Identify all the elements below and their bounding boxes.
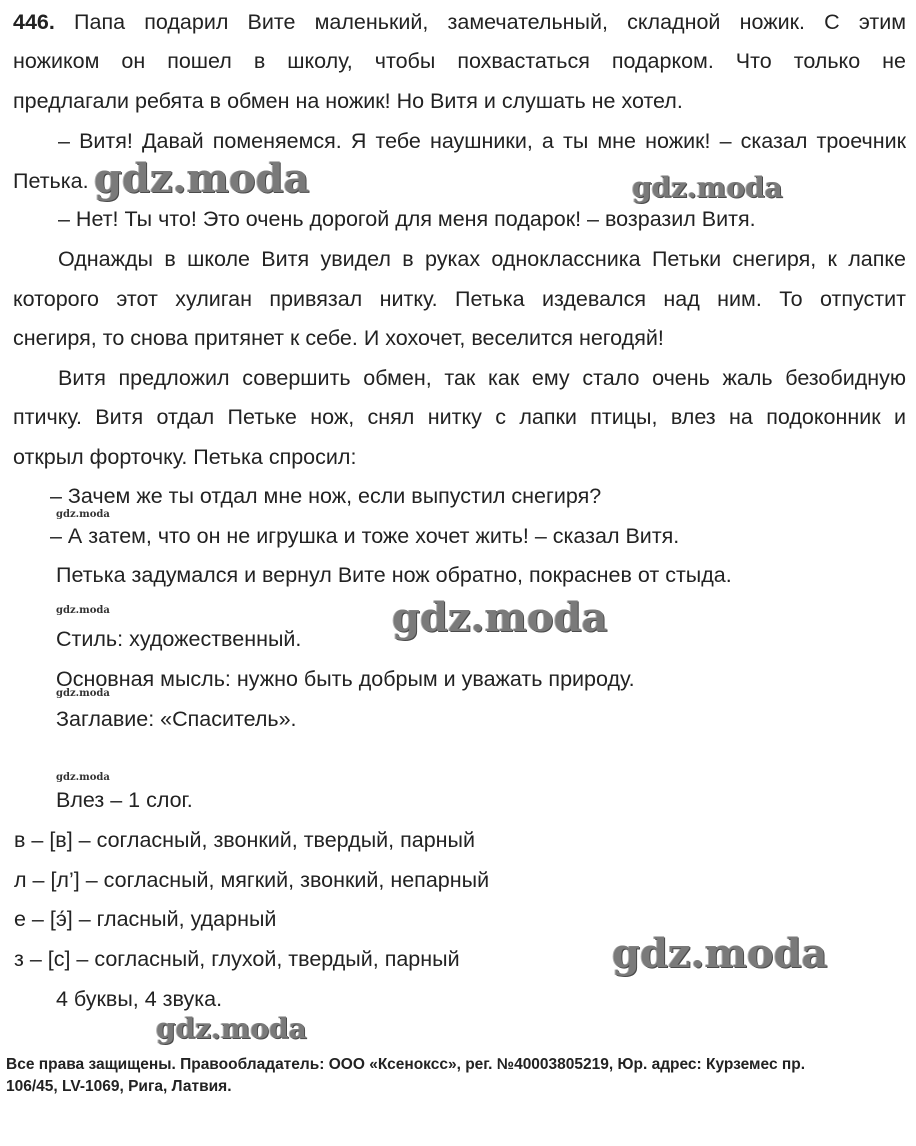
watermark: gdz.moda	[392, 594, 608, 641]
watermark: gdz.moda	[56, 605, 110, 616]
paragraph-text: ножиком он пошел в школу, чтобы похвастаться подарком. Что только не	[13, 49, 906, 73]
style-line: Стиль: художественный.	[56, 627, 302, 651]
paragraph-text: птичку. Витя отдал Петьке нож, снял нитку с лапки птицы, влез на подоконник и	[13, 405, 906, 429]
watermark: gdz.moda	[56, 772, 110, 783]
dialog-text: – А затем, что он не игрушка и тоже хочет жить! – сказал Витя.	[50, 524, 680, 548]
paragraph-text: Петька задумался и вернул Вите нож обратно, покраснев от стыда.	[56, 563, 732, 587]
text-line	[13, 9, 906, 35]
copyright-line: 106/45, LV-1069, Рига, Латвия.	[6, 1078, 232, 1095]
main-idea-line: Основная мысль: нужно быть добрым и уважать природу.	[56, 667, 635, 691]
task-number: 446.	[13, 10, 55, 34]
paragraph-text: открыл форточку. Петька спросил:	[13, 445, 357, 469]
paragraph-text: снегиря, то снова притянет к себе. И хохочет, веселится негодяй!	[13, 326, 664, 350]
watermark: gdz.moda	[56, 509, 110, 520]
watermark: gdz.moda	[94, 155, 310, 202]
paragraph-text: Витя предложил совершить обмен, так как ему стало очень жаль безобидную	[58, 366, 906, 390]
watermark: gdz.moda	[56, 688, 110, 699]
watermark: gdz.moda	[632, 171, 783, 204]
dialog-text: – Нет! Ты что! Это очень дорогой для меня подарок! – возразил Витя.	[58, 207, 756, 231]
paragraph-text: которого этот хулиган привязал нитку. Петька издевался над ним. То отпустит	[13, 287, 906, 311]
phonetic-letter: е – [э́] – гласный, ударный	[14, 907, 277, 931]
watermark: gdz.moda	[612, 930, 828, 977]
copyright-line: Все права защищены. Правообладатель: ООО «Ксеноксс», рег. №40003805219, Юр. адрес: Курземес пр.	[6, 1056, 806, 1073]
paragraph-text: Папа подарил Вите маленький, замечательный, складной ножик. С этим	[74, 10, 906, 34]
phonetic-letter: л – [л’] – согласный, мягкий, звонкий, непарный	[14, 868, 490, 892]
paragraph-text: Однажды в школе Витя увидел в руках одноклассника Петьки снегиря, к лапке	[58, 247, 906, 271]
phonetic-word: Влез – 1 слог.	[56, 788, 193, 812]
dialog-text: – Витя! Давай поменяемся. Я тебе наушники, а ты мне ножик! – сказал троечник	[58, 129, 906, 153]
phonetic-summary: 4 буквы, 4 звука.	[56, 987, 223, 1011]
phonetic-letter: з – [с] – согласный, глухой, твердый, парный	[14, 947, 460, 971]
title-line: Заглавие: «Спаситель».	[56, 707, 297, 731]
dialog-text: Петька.	[13, 169, 89, 193]
dialog-text: – Зачем же ты отдал мне нож, если выпустил снегиря?	[50, 484, 602, 508]
phonetic-letter: в – [в] – согласный, звонкий, твердый, парный	[14, 828, 475, 852]
paragraph-text: предлагали ребята в обмен на ножик! Но Витя и слушать не хотел.	[13, 89, 683, 113]
watermark: gdz.moda	[156, 1012, 307, 1045]
